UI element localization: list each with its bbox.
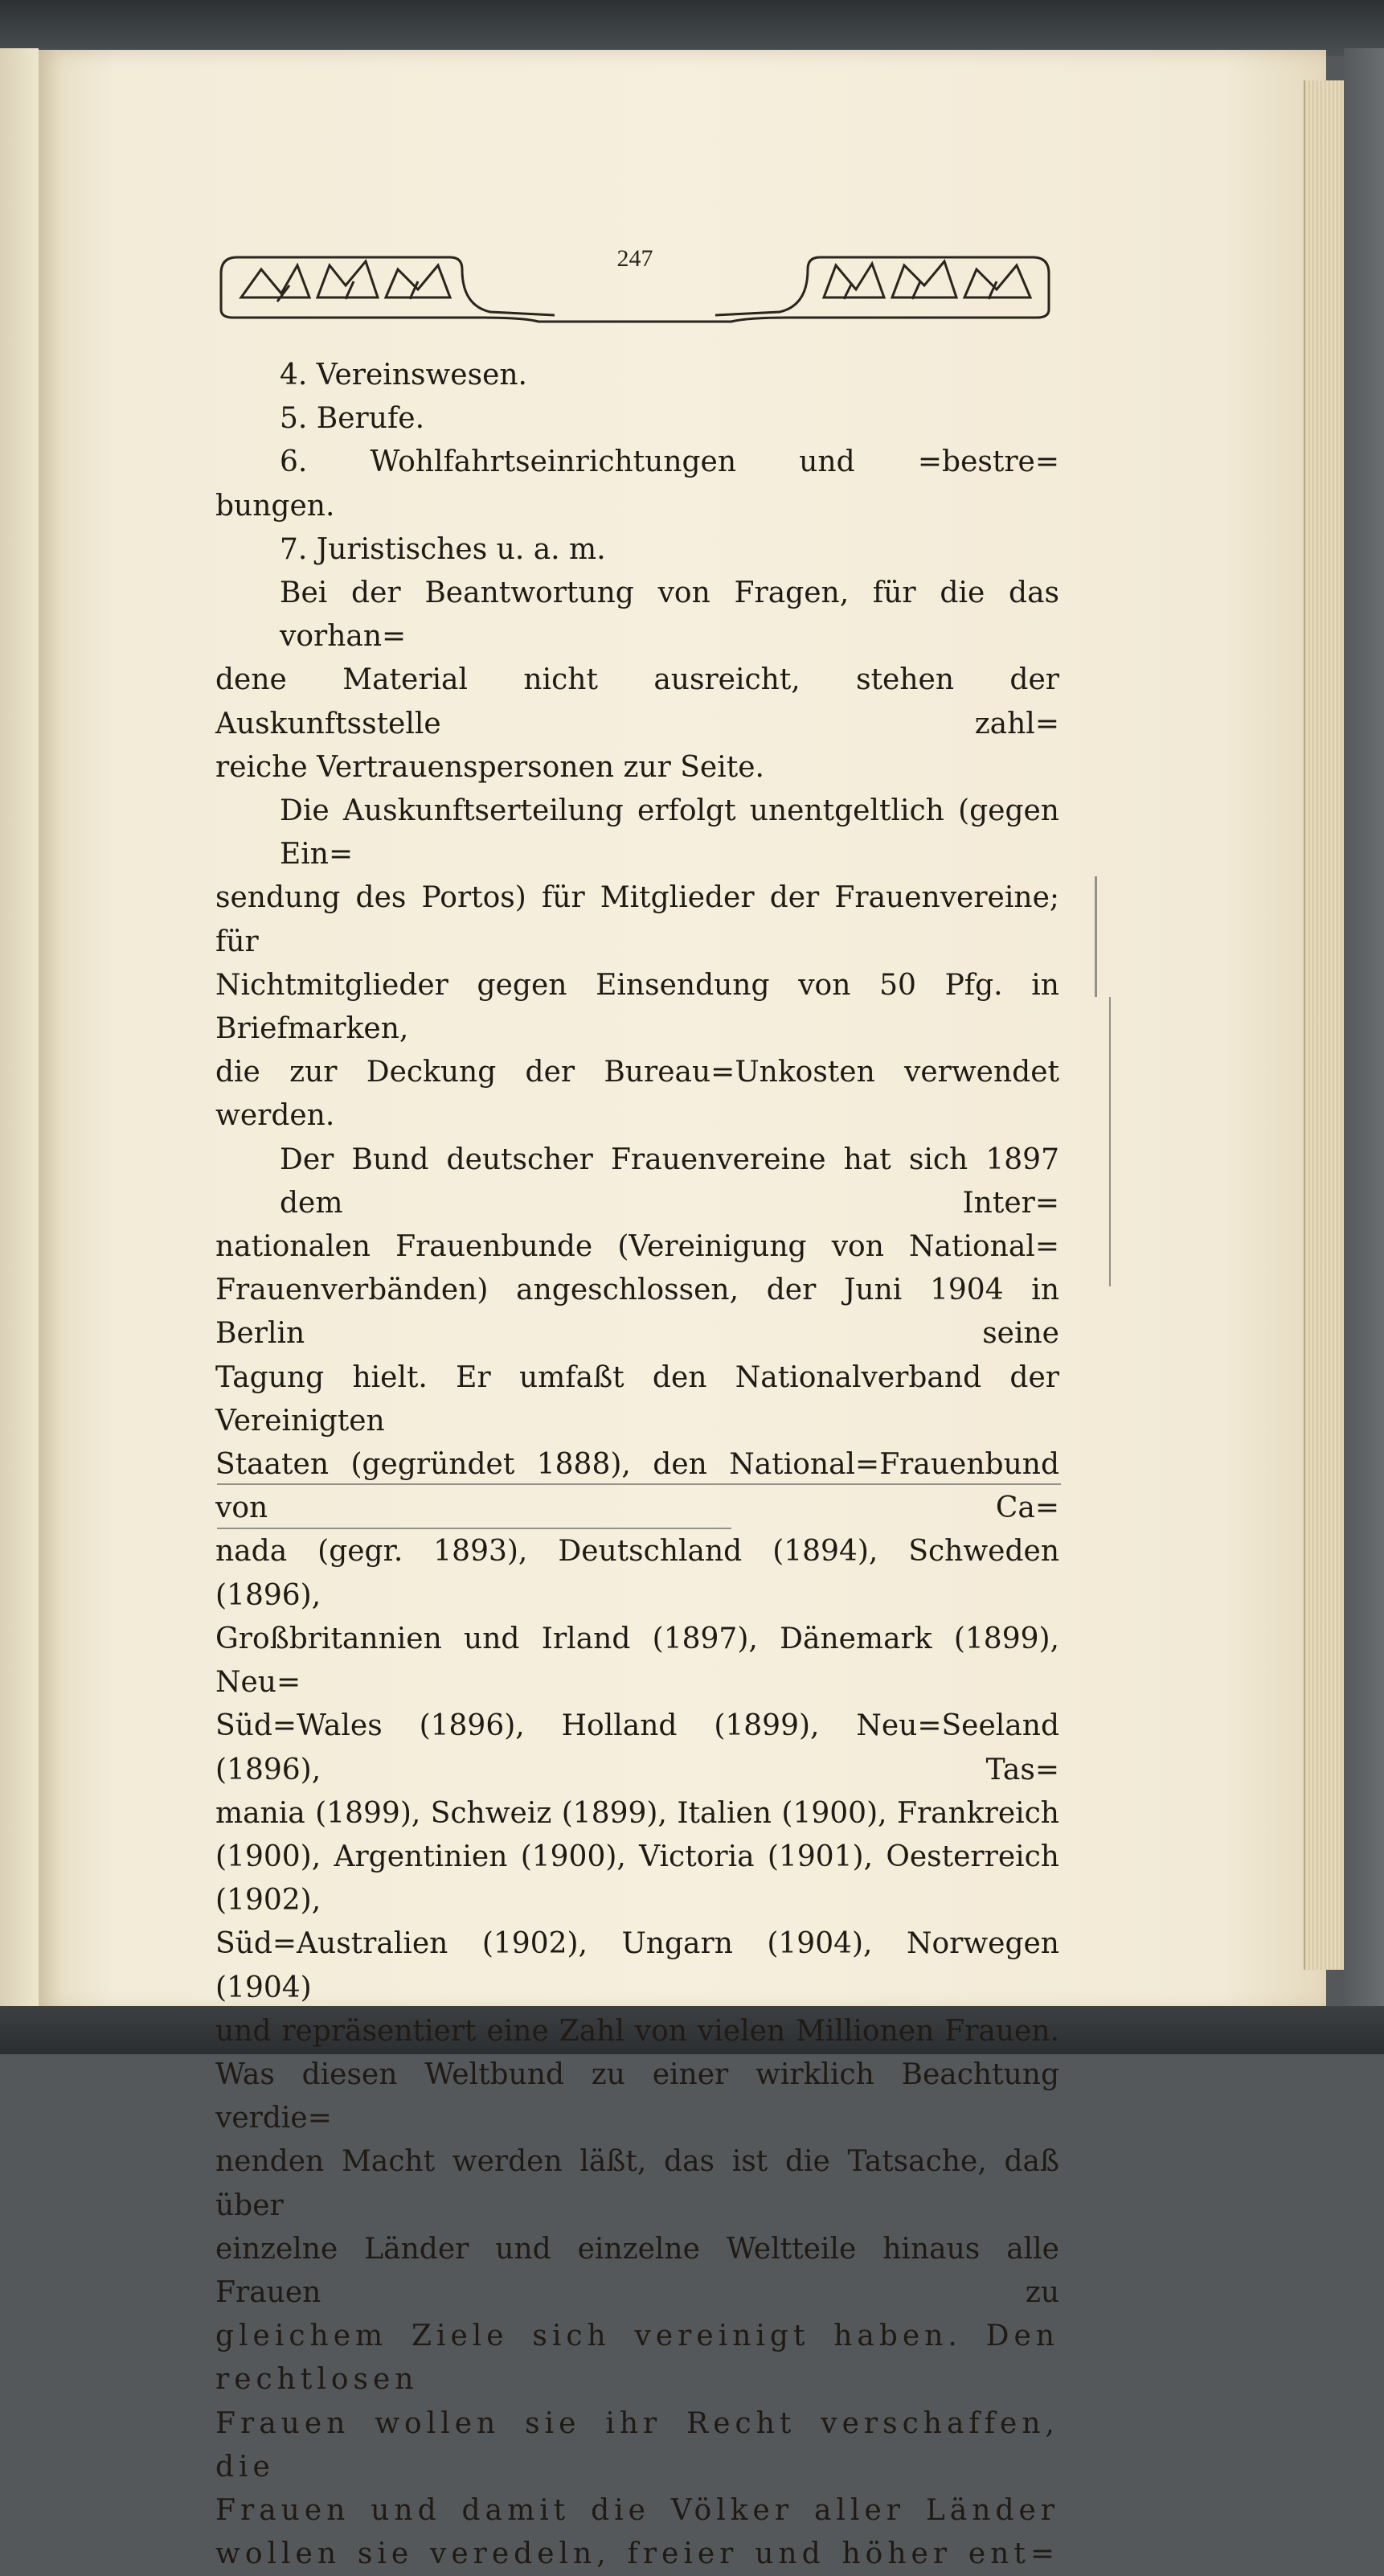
list-item: 7. Juristisches u. a. m.	[280, 532, 606, 566]
text-line: Die Auskunftserteilung erfolgt unentgeltlich (gegen Ein=	[280, 794, 1059, 872]
text-line: Frauen wollen sie ihr Recht verschaffen, die	[215, 2406, 1059, 2484]
pencil-margin-mark	[1109, 997, 1111, 1286]
text-line: die zur Deckung der Bureau=Unkosten verwendet werden.	[215, 1056, 1059, 1133]
text-line: Staaten (gegründet 1888), den National=Frauenbund von Ca=	[215, 1448, 1059, 1525]
pencil-underline	[217, 1528, 731, 1529]
pencil-underline	[217, 1483, 1061, 1485]
text-line: Frauenverbänden) angeschlossen, der Juni 1904 in Berlin seine	[215, 1274, 1059, 1351]
text-line: Süd=Wales (1896), Holland (1899), Neu=Seeland (1896), Tas=	[215, 1709, 1059, 1786]
text-line: nada (gegr. 1893), Deutschland (1894), Schweden (1896),	[215, 1535, 1059, 1612]
page-stack-edge	[1304, 80, 1345, 1970]
pencil-margin-mark	[1095, 876, 1097, 997]
book-cover-top	[0, 0, 1384, 56]
text-line: Was diesen Weltbund zu einer wirklich Beachtung verdie=	[215, 2057, 1059, 2135]
text-line: (1900), Argentinien (1900), Victoria (1901), Oesterreich (1902),	[215, 1840, 1059, 1918]
page-text	[215, 354, 1059, 2576]
text-line: Bei der Beantwortung von Fragen, für die das vorhan=	[280, 576, 1059, 654]
text-line: nenden Macht werden läßt, das ist die Tatsache, daß über	[215, 2145, 1059, 2222]
list-item: 5. Berufe.	[280, 402, 425, 436]
text-line: reiche Vertrauenspersonen zur Seite.	[215, 750, 764, 784]
page-number: 247	[616, 245, 653, 272]
list-item: 4. Vereinswesen.	[280, 359, 528, 392]
text-line: mania (1899), Schweiz (1899), Italien (1900), Frankreich	[215, 1796, 1059, 1830]
list-item-continuation: bungen.	[215, 489, 335, 523]
text-line: Frauen und damit die Völker aller Länder	[215, 2493, 1059, 2527]
text-line: wollen sie veredeln, freier und höher ent=	[215, 2537, 1059, 2571]
list-item: 6. Wohlfahrtseinrichtungen und =bestre=	[280, 445, 1059, 479]
text-line: Nichtmitglieder gegen Einsendung von 50 Pfg. in Briefmarken,	[215, 968, 1059, 1046]
text-line: Der Bund deutscher Frauenvereine hat sich 1897 dem Inter=	[280, 1142, 1059, 1220]
text-line: dene Material nicht ausreicht, stehen der Auskunftsstelle zahl=	[215, 663, 1059, 740]
text-line: Großbritannien und Irland (1897), Dänemark (1899), Neu=	[215, 1622, 1059, 1700]
text-line: Süd=Australien (1902), Ungarn (1904), Norwegen (1904)	[215, 1927, 1059, 2004]
book-cover-right	[1344, 48, 1384, 2018]
text-line: gleichem Ziele sich vereinigt haben. Den rechtlosen	[215, 2320, 1059, 2397]
text-line: sendung des Portos) für Mitglieder der Frauenvereine; für	[215, 881, 1059, 958]
text-line: nationalen Frauenbunde (Vereinigung von National=	[215, 1230, 1059, 1264]
text-line: und repräsentiert eine Zahl von vielen Millionen Frauen.	[215, 2014, 1059, 2048]
text-line: Tagung hielt. Er umfaßt den Nationalverband der Vereinigten	[215, 1360, 1059, 1438]
left-page-edge	[0, 48, 39, 2018]
text-line: einzelne Länder und einzelne Weltteile hinaus alle Frauen zu	[215, 2232, 1059, 2309]
